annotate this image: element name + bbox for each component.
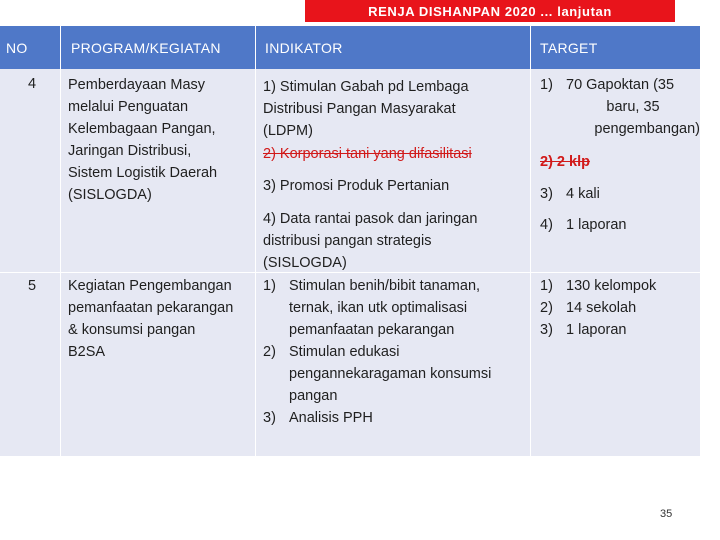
page-number: 35 <box>660 508 673 520</box>
col-header-program: PROGRAM/KEGIATAN <box>71 39 221 56</box>
list-marker: 3) <box>263 410 276 426</box>
indikator-line: Stimulan benih/bibit tanaman, <box>289 278 481 294</box>
program-line: Sistem Logistik Daerah <box>68 165 218 181</box>
indikator-item <box>263 275 528 341</box>
target-text: 14 sekolah <box>566 300 637 316</box>
target-line: 70 Gapoktan (35 <box>566 77 675 93</box>
list-marker: 2) <box>540 300 553 316</box>
target-item <box>540 297 700 319</box>
col-header-target: TARGET <box>540 39 598 56</box>
program-line: & konsumsi pangan <box>68 322 196 338</box>
indikator-line: pangan <box>289 388 338 404</box>
program-line: Kegiatan Pengembangan <box>68 278 232 294</box>
indikator-line: Analisis PPH <box>289 410 373 426</box>
target-item <box>540 275 700 297</box>
indikator-item-1 <box>263 76 528 142</box>
slide-title: RENJA DISHANPAN 2020 ... lanjutan <box>305 0 675 22</box>
indikator-text <box>289 341 528 407</box>
indikator-line: ternak, ikan utk optimalisasi <box>289 300 468 316</box>
column-divider <box>60 69 61 456</box>
program-cell <box>68 74 253 206</box>
list-marker: 1) <box>263 278 276 294</box>
row-number: 5 <box>27 278 37 294</box>
indikator-item-3: 3) Promosi Produk Pertanian <box>263 178 450 194</box>
program-line: melalui Penguatan <box>68 99 189 115</box>
program-cell <box>68 275 255 363</box>
column-divider <box>255 69 256 456</box>
program-line: Kelembagaan Pangan, <box>68 121 216 137</box>
indikator-item-4 <box>263 208 528 274</box>
table-header <box>0 26 700 69</box>
indikator-line: Stimulan edukasi <box>289 344 400 360</box>
strikethrough-text: 2) Korporasi tani yang difasilitasi <box>263 146 472 162</box>
indikator-line: Distribusi Pangan Masyarakat <box>263 101 456 117</box>
header-divider <box>60 26 61 69</box>
column-divider <box>530 69 531 456</box>
indikator-line: distribusi pangan strategis <box>263 233 432 249</box>
target-text: 4 kali <box>566 186 600 202</box>
indikator-item-2 <box>263 143 528 165</box>
indikator-line: pengannekaragaman konsumsi <box>289 366 492 382</box>
target-text: 130 kelompok <box>566 278 657 294</box>
indikator-cell <box>263 275 528 429</box>
indikator-line: 1) Stimulan Gabah pd Lembaga <box>263 79 469 95</box>
target-item-2 <box>540 151 700 173</box>
program-line: Pemberdayaan Masy <box>68 77 206 93</box>
list-marker: 1) <box>540 278 553 294</box>
indikator-line: 4) Data rantai pasok dan jaringan <box>263 211 478 227</box>
target-item-3 <box>540 183 700 205</box>
header-divider <box>255 26 256 69</box>
indikator-item <box>263 407 528 429</box>
program-line: B2SA <box>68 344 106 360</box>
header-divider <box>530 26 531 69</box>
indikator-text <box>289 275 528 341</box>
target-item-1 <box>540 74 700 140</box>
indikator-item <box>263 341 528 407</box>
target-line: pengembangan) <box>594 121 700 137</box>
program-line: Jaringan Distribusi, <box>68 143 192 159</box>
target-line: baru, 35 <box>606 99 660 115</box>
indikator-line: (LDPM) <box>263 123 313 139</box>
target-text: 1 laporan <box>566 322 627 338</box>
target-item <box>540 319 700 341</box>
indikator-line: (SISLOGDA) <box>263 255 347 271</box>
program-line: (SISLOGDA) <box>68 187 152 203</box>
strikethrough-text: 2) 2 klp <box>540 154 590 170</box>
list-marker: 2) <box>263 344 276 360</box>
row-number: 4 <box>27 76 37 92</box>
target-item-4 <box>540 214 700 236</box>
indikator-line: pemanfaatan pekarangan <box>289 322 455 338</box>
indikator-text <box>289 407 528 429</box>
list-marker: 4) <box>540 217 553 233</box>
list-marker: 3) <box>540 186 553 202</box>
col-header-indikator: INDIKATOR <box>265 39 343 56</box>
target-cell <box>540 275 700 341</box>
col-header-no: NO <box>6 39 28 56</box>
list-marker: 3) <box>540 322 553 338</box>
program-line: pemanfaatan pekarangan <box>68 300 234 316</box>
target-text: 1 laporan <box>566 217 627 233</box>
list-marker: 1) <box>540 77 553 93</box>
